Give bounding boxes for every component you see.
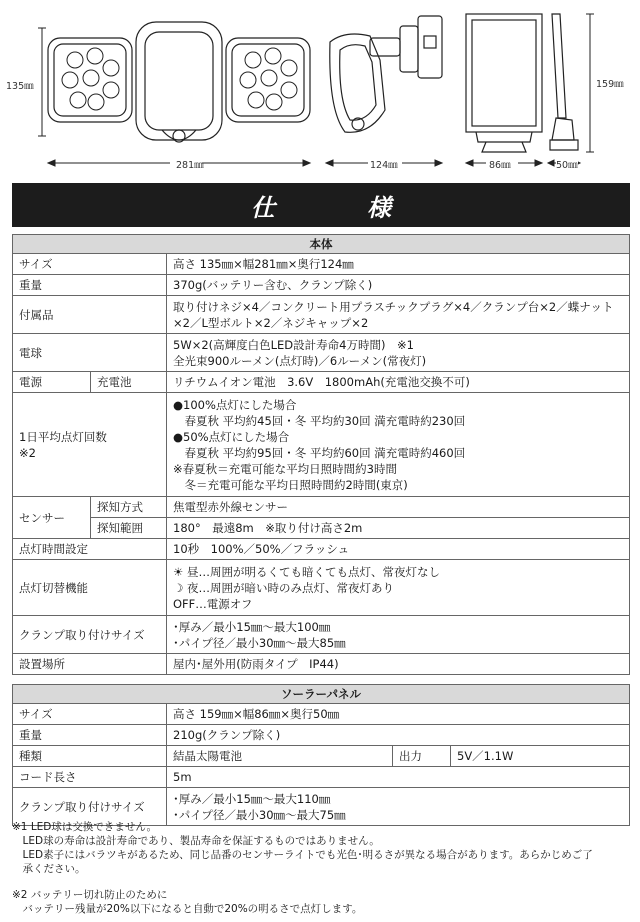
- weight-label: 重量: [13, 275, 167, 296]
- panel-clamp-label: クランプ取り付けサイズ: [13, 788, 167, 826]
- sensor-range-label: 探知範囲: [91, 518, 167, 539]
- mode-label: 点灯切替機能: [13, 560, 167, 616]
- clamp-value: ･厚み／最小15㎜～最大100㎜ ･パイプ径／最小30㎜～最大85㎜: [167, 616, 630, 654]
- solar-panel-view: [466, 14, 578, 152]
- panel-output-label: 出力: [393, 746, 451, 767]
- sensor-label: センサー: [13, 497, 91, 539]
- dim-depth-panel: 50㎜: [556, 157, 578, 171]
- location-value: 屋内･屋外用(防雨タイプ IP44): [167, 654, 630, 675]
- main-spec-table: [12, 234, 630, 675]
- panel-weight-label: 重量: [13, 725, 167, 746]
- main-table-header: 本体: [13, 235, 630, 254]
- weight-value: 370g(バッテリー含む、クランプ除く): [167, 275, 630, 296]
- power-value: リチウムイオン電池 3.6V 1800mAh(充電池交換不可): [167, 372, 630, 393]
- bulb-value: 5W×2(高輝度白色LED設計寿命4万時間) ※1 全光束900ルーメン(点灯時)／6ルーメン(常夜灯): [167, 334, 630, 372]
- footnote-1: ※1 LED球は交換できません。 LED球の寿命は設計寿命であり、製品寿命を保証するものではありません。 LED素子にはバラツキがあるため、同じ品番のセンサーライトでも光色･明るさが異なる場合があります。あらかじめご了 承ください。: [12, 821, 593, 875]
- panel-weight-value: 210g(クランプ除く): [167, 725, 630, 746]
- timer-label: 点灯時間設定: [13, 539, 167, 560]
- accessories-value: 取り付けネジ×4／コンクリート用プラスチックプラグ×4／クランプ台×2／蝶ナット×2／L型ボルト×2／ネジキャップ×2: [167, 296, 630, 334]
- timer-value: 10秒 100%／50%／フラッシュ: [167, 539, 630, 560]
- spec-title-bar: [12, 183, 630, 227]
- clamp-label: クランプ取り付けサイズ: [13, 616, 167, 654]
- sensor-method-value: 焦電型赤外線センサー: [167, 497, 630, 518]
- dim-height-panel: 159㎜: [596, 79, 624, 90]
- panel-type-value: 結晶太陽電池: [167, 746, 393, 767]
- sensor-range-value: 180° 最遠8m ※取り付け高さ2m: [167, 518, 630, 539]
- solar-panel-face: [466, 14, 542, 132]
- size-label: サイズ: [13, 254, 167, 275]
- mode-value: ☀ 昼…周囲が明るくても暗くても点灯、常夜灯なし ☽ 夜…周囲が暗い時のみ点灯、常夜灯あり OFF…電源オフ: [167, 560, 630, 616]
- footnote-2: ※2 バッテリー切れ防止のために バッテリー残量が20%以下になると自動で20%の明るさで点灯します。: [12, 889, 363, 915]
- daily-value: ●100%点灯にした場合 春夏秋 平均約45回・冬 平均約30回 満充電時約230回 ●50%点灯にした場合 春夏秋 平均約95回・冬 平均約60回 満充電時約460回 ※春夏秋＝充電可能な平均日照時間約3時間 冬＝充電可能な平均日照時間約2時間(東京): [167, 393, 630, 497]
- panel-cord-label: コード長さ: [13, 767, 167, 788]
- right-led-head: [226, 38, 310, 122]
- footnotes: [12, 820, 630, 916]
- panel-type-label: 種類: [13, 746, 167, 767]
- daily-label: 1日平均点灯回数 ※2: [13, 393, 167, 497]
- solar-panel-table: [12, 684, 630, 826]
- dim-height-front: 135㎜: [6, 81, 34, 92]
- dim-depth-side: 124㎜: [370, 160, 398, 171]
- spec-title: 仕 様: [251, 193, 425, 222]
- dim-width-front: 281㎜: [176, 160, 204, 171]
- panel-size-label: サイズ: [13, 704, 167, 725]
- size-value: 高さ 135㎜×幅281㎜×奥行124㎜: [167, 254, 630, 275]
- power-label: 電源: [13, 372, 91, 393]
- panel-size-value: 高さ 159㎜×幅86㎜×奥行50㎜: [167, 704, 630, 725]
- panel-output-value: 5V／1.1W: [451, 746, 630, 767]
- side-view: [330, 16, 442, 132]
- center-body: [136, 22, 222, 140]
- sensor-method-label: 探知方式: [91, 497, 167, 518]
- accessories-label: 付属品: [13, 296, 167, 334]
- bulb-label: 電球: [13, 334, 167, 372]
- panel-cord-value: 5m: [167, 767, 630, 788]
- product-line-drawing: [0, 0, 640, 180]
- left-led-head: [48, 38, 132, 122]
- panel-table-header: ソーラーパネル: [13, 685, 630, 704]
- power-sublabel: 充電池: [91, 372, 167, 393]
- location-label: 設置場所: [13, 654, 167, 675]
- dim-width-panel: 86㎜: [489, 160, 511, 171]
- panel-clamp-value: ･厚み／最小15㎜～最大110㎜ ･パイプ径／最小30㎜～最大75㎜: [167, 788, 630, 826]
- product-drawings: [0, 0, 640, 180]
